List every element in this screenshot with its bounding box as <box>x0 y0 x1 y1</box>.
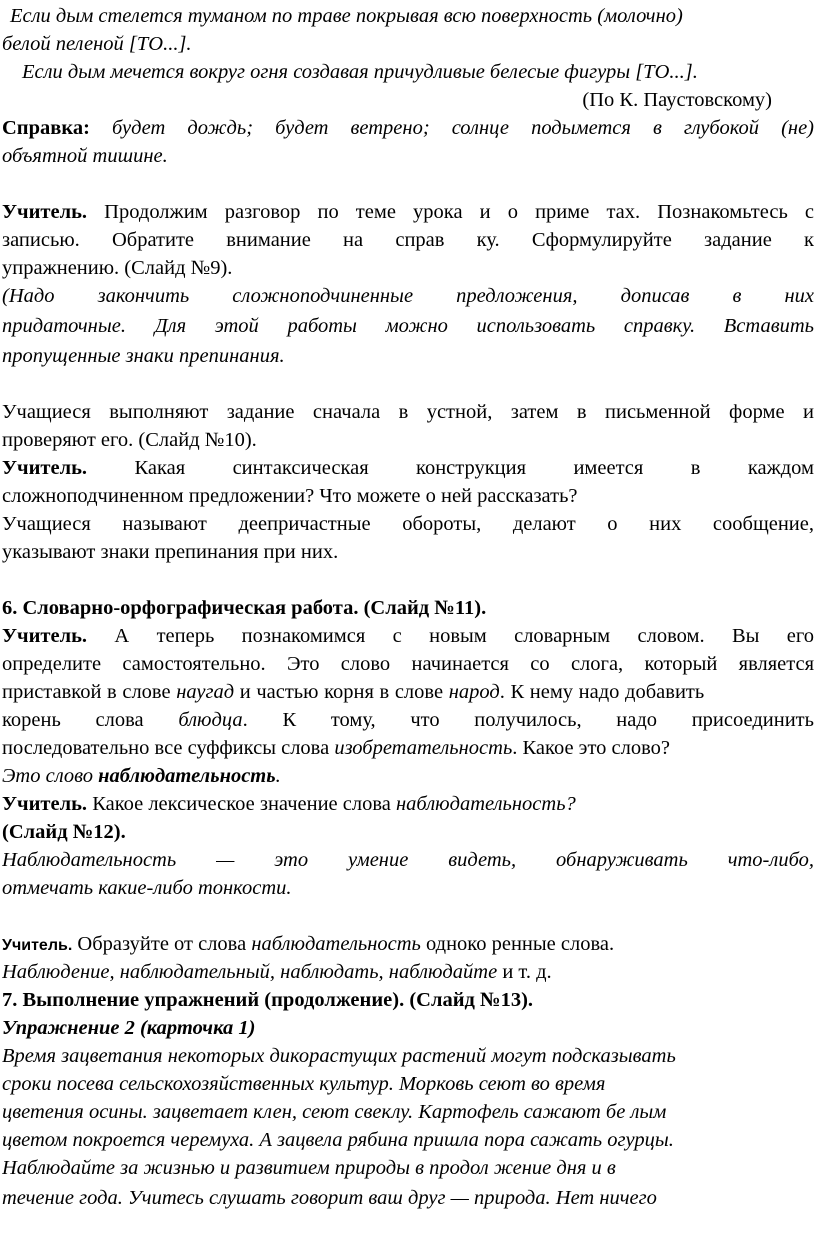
teacher-label: Учитель. <box>2 201 88 223</box>
teacher-label: Учитель. <box>2 793 88 815</box>
students-line: Учащиеся выполняют задание сначала в устной, затем в письменной форме и <box>2 401 814 423</box>
teacher-line: записью. Обратите внимание на справ ку. Сформулируйте задание к <box>2 229 814 251</box>
teacher-label: Учитель. <box>2 625 88 647</box>
task-line: (Надо закончить сложноподчиненные предложения, дописав в них <box>2 285 814 307</box>
students-line: Учащиеся называют деепричастные обороты, делают о них сообщение, <box>2 513 814 535</box>
teacher-line: Учитель. Образуйте от слова наблюдательность одноко ренные слова. <box>2 933 615 955</box>
teacher-line: Учитель. Какая синтаксическая конструкция имеется в каждом <box>2 457 814 479</box>
poem-line: Если дым стелется туманом по траве покрывая всю поверхность (молочно) <box>10 5 683 27</box>
teacher-line: Учитель. А теперь познакомимся с новым словарным словом. Вы его <box>2 625 814 647</box>
hint-line: объятной тишине. <box>2 145 168 167</box>
students-line: указывают знаки препинания при них. <box>2 541 339 563</box>
poem-line: Если дым мечется вокруг огня создавая причудливые белесые фигуры [ТО...]. <box>22 61 698 83</box>
teacher-line: определите самостоятельно. Это слово начинается со слога, который является <box>2 653 814 675</box>
teacher-line: сложноподчиненном предложении? Что можете о ней рассказать? <box>2 485 578 507</box>
exercise-line: течение года. Учитесь слушать говорит ваш друг — природа. Нет ничего <box>2 1187 657 1209</box>
hint-label: Справка: <box>2 117 90 139</box>
task-line: придаточные. Для этой работы можно использовать справку. Вставить <box>2 315 814 337</box>
teacher-label: Учитель. <box>2 457 88 479</box>
task-line: пропущенные знаки препинания. <box>2 345 285 367</box>
slide-ref: (Слайд №12). <box>2 821 126 843</box>
poem-author: (По К. Паустовскому) <box>582 89 772 111</box>
definition-line: Наблюдательность — это умение видеть, обнаруживать что-либо, <box>2 849 814 871</box>
exercise-line: цветом покроется черемуха. А зацвела рябина пришла пора сажать огурцы. <box>2 1129 674 1151</box>
exercise-line: цветения осины. зацветает клен, сеют свеклу. Картофель сажают бе лым <box>2 1101 667 1123</box>
students-line: проверяют его. (Слайд №10). <box>2 429 257 451</box>
poem-line: белой пеленой [ТО...]. <box>2 33 192 55</box>
teacher-line: упражнению. (Слайд №9). <box>2 257 233 279</box>
exercise-line: Время зацветания некоторых дикорастущих растений могут подсказывать <box>2 1045 676 1067</box>
teacher-line: Учитель. Какое лексическое значение слова наблюдательность? <box>2 793 576 815</box>
section-heading: 7. Выполнение упражнений (продолжение). (Слайд №13). <box>2 989 534 1011</box>
section-heading: 6. Словарно-орфографическая работа. (Слайд №11). <box>2 597 487 619</box>
answer-line: Это слово наблюдательность. <box>2 765 281 787</box>
hint-line: Справка: будет дождь; будет ветрено; солнце подымется в глубокой (не) <box>2 117 814 139</box>
teacher-line: Учитель. Продолжим разговор по теме урока и о приме тах. Познакомьтесь с <box>2 201 814 223</box>
words-line: Наблюдение, наблюдательный, наблюдать, наблюдайте и т. д. <box>2 961 552 983</box>
teacher-label: Учитель. <box>2 937 73 954</box>
exercise-title: Упражнение 2 (карточка 1) <box>2 1017 256 1039</box>
exercise-line: Наблюдайте за жизнью и развитием природы в продол жение дня и в <box>2 1157 616 1179</box>
teacher-line: приставкой в слове наугад и частью корня в слове народ. К нему надо добавить <box>2 681 705 703</box>
teacher-line: последовательно все суффиксы слова изобретательность. Какое это слово? <box>2 737 671 759</box>
teacher-line: корень слова блюдца. К тому, что получилось, надо присоединить <box>2 709 814 731</box>
exercise-line: сроки посева сельскохозяйственных культур. Морковь сеют во время <box>2 1073 606 1095</box>
definition-line: отмечать какие-либо тонкости. <box>2 877 292 899</box>
